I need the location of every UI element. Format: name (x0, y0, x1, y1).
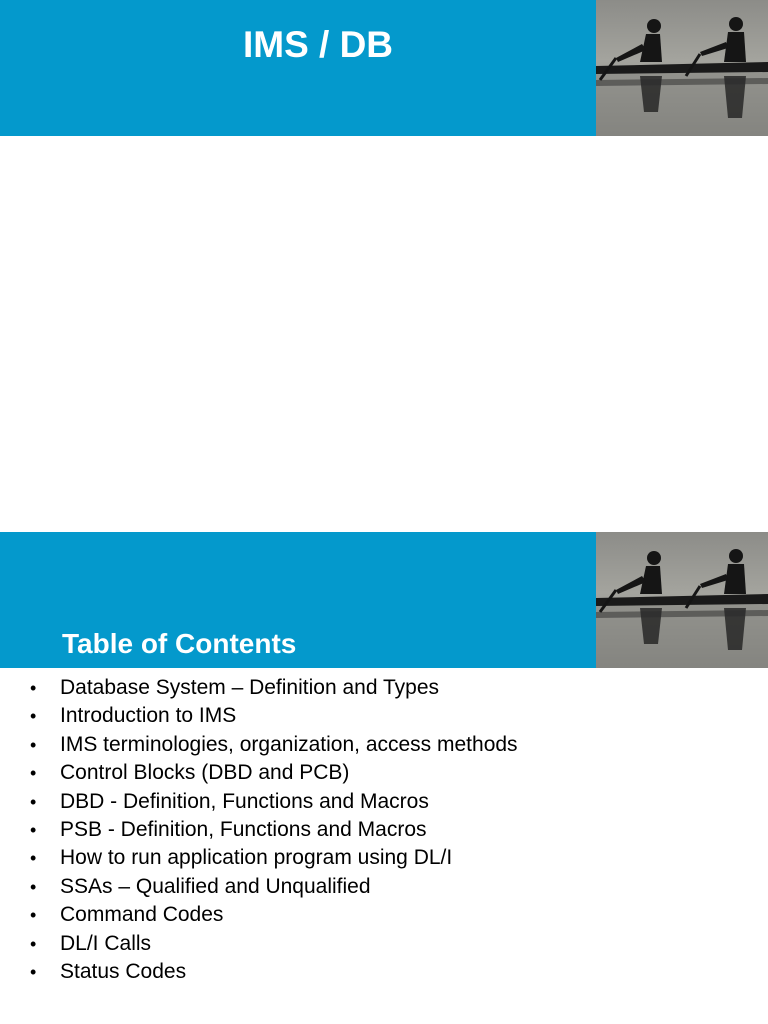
toc-item (0, 844, 768, 872)
bullet-icon: • (30, 848, 37, 869)
toc-item (0, 930, 768, 958)
toc-item-text: DL/I Calls (60, 931, 152, 955)
bullet-icon: • (30, 933, 37, 954)
slide1-body (0, 136, 768, 532)
toc-item (0, 788, 768, 816)
bullet-icon: • (30, 961, 37, 982)
toc-item-text: PSB - Definition, Functions and Macros (60, 817, 427, 841)
toc-item (0, 901, 768, 929)
toc-item-text: Introduction to IMS (60, 704, 237, 728)
toc-title: Table of Contents (62, 628, 297, 659)
bullet-icon: • (30, 678, 37, 698)
toc-item (0, 731, 768, 759)
toc-item-text: How to run application program using DL/I (60, 846, 453, 870)
toc-item (0, 958, 768, 986)
slide2-header-banner (0, 532, 768, 668)
toc-item-text: DBD - Definition, Functions and Macros (60, 789, 429, 813)
toc-item (0, 816, 768, 844)
bullet-icon: • (30, 876, 37, 897)
toc-item-text: IMS terminologies, organization, access methods (60, 732, 518, 756)
toc-list (0, 674, 768, 986)
toc-item (0, 702, 768, 730)
bullet-icon: • (30, 763, 37, 784)
rowers-photo-icon (596, 0, 768, 136)
toc-item (0, 759, 768, 787)
bullet-icon: • (30, 819, 37, 840)
toc-item (0, 674, 768, 702)
rowers-photo-icon (596, 532, 768, 668)
toc-item-text: Control Blocks (DBD and PCB) (60, 761, 350, 785)
bullet-icon: • (30, 791, 37, 812)
bullet-icon: • (30, 706, 37, 727)
slide1-title: IMS / DB (242, 24, 394, 65)
bullet-icon: • (30, 905, 37, 926)
slide1-header-banner (0, 0, 768, 136)
toc-item (0, 873, 768, 901)
bullet-icon: • (30, 734, 37, 755)
toc-item-text: Status Codes (60, 959, 187, 983)
toc-item-text: Database System – Definition and Types (60, 676, 439, 699)
toc-item-text: SSAs – Qualified and Unqualified (60, 874, 371, 898)
toc-item-text: Command Codes (60, 903, 224, 927)
